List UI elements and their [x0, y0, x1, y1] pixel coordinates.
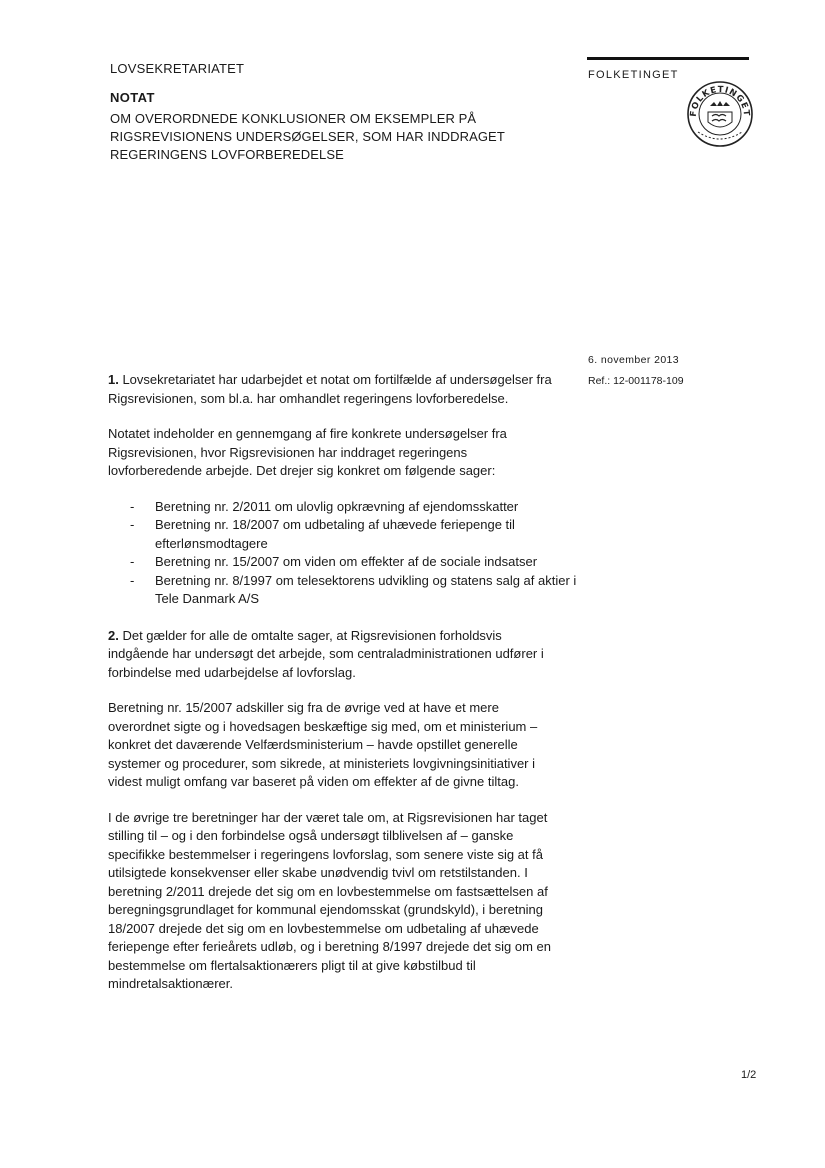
subject-line: OM OVERORDNEDE KONKLUSIONER OM EKSEMPLER PÅ: [110, 111, 477, 126]
folketinget-seal-icon: [686, 80, 754, 148]
list-bullet: -: [130, 572, 135, 588]
paragraph-text-line: I de øvrige tre beretninger har der været tale om, at Rigsrevisionen har taget: [108, 809, 548, 825]
paragraph-text-line: feriepenge efter ferieårets udløb, og i beretning 8/1997 drejede det sig om en: [108, 939, 552, 954]
list-item-text: Beretning nr. 18/2007 om udbetaling af uhævede feriepenge til: [155, 517, 515, 532]
paragraph-text-line: mindretalsaktionærer.: [108, 976, 233, 991]
list-item: [108, 498, 578, 517]
memo-body: [108, 371, 578, 1011]
department-name: LOVSEKRETARIATET: [110, 61, 245, 76]
list-item-text: efterlønsmodtagere: [155, 535, 268, 551]
paragraph-text-line: Det gælder for alle de omtalte sager, at Rigsrevisionen forholdsvis: [118, 627, 502, 643]
paragraph-2: [108, 425, 578, 481]
subject-line: RIGSREVISIONENS UNDERSØGELSER, SOM HAR INDDRAGET: [110, 129, 505, 144]
header-rule: [587, 57, 749, 60]
subject-line: REGERINGENS LOVFORBEREDELSE: [110, 147, 344, 162]
paragraph-text-line: konkret det daværende Velfærdsministerium – havde opstillet generelle: [108, 737, 518, 752]
paragraph-text-line: lovforberedende arbejde. Det drejer sig konkret om følgende sager:: [108, 463, 496, 478]
paragraph-text-line: Rigsrevisionen, som bl.a. har omhandlet regeringens lovforberedelse.: [108, 390, 509, 406]
list-item-text: Beretning nr. 8/1997 om telesektorens udvikling og statens salg af aktier i: [155, 572, 577, 588]
paragraph-1: [108, 371, 578, 408]
list-item: [108, 572, 578, 609]
list-item-text: Tele Danmark A/S: [155, 591, 260, 606]
case-list: [108, 498, 578, 609]
paragraph-text-line: Notatet indeholder en gennemgang af fire konkrete undersøgelser fra: [108, 426, 507, 441]
paragraph-text-line: Beretning nr. 15/2007 adskiller sig fra de øvrige ved at have et mere: [108, 700, 499, 715]
paragraph-text-line: videst muligt omfang var baseret på viden om effekter af de givne tiltag.: [108, 774, 519, 789]
svg-text:FOLKETINGET: FOLKETINGET: [688, 84, 752, 118]
paragraph-text-line: 18/2007 drejede det sig om en lovbestemmelse om udbetaling af uhævede: [108, 920, 539, 936]
document-subject: [110, 110, 550, 164]
paragraph-text-line: forbindelse med udarbejdelse af lovforslag.: [108, 664, 356, 680]
list-item-text: Beretning nr. 15/2007 om viden om effekter af de sociale indsatser: [155, 554, 538, 569]
paragraph-text-line: systemer og procedurer, som sikrede, at ministeriets lovgivningsinitiativer i: [108, 755, 536, 771]
paragraph-text-line: indgående har undersøgt det arbejde, som centraladministrationen udfører i: [108, 646, 544, 661]
paragraph-text-line: Rigsrevisionen, hvor Rigsrevisionen har inddraget regeringens: [108, 444, 468, 460]
paragraph-text-line: beregningsgrundlaget for kommunal ejendomsskat (grundskyld), i beretning: [108, 902, 544, 917]
document-date: 6. november 2013: [588, 354, 680, 366]
document-type: NOTAT: [110, 90, 155, 105]
list-bullet: -: [130, 517, 135, 532]
paragraph-text-line: bestemmelse om flertalsaktionærers pligt til at give købstilbud til: [108, 957, 476, 973]
paragraph-text-line: beretning 2/2011 drejede det sig om en lovbestemmelse om fastsættelsen af: [108, 883, 548, 899]
list-bullet: -: [130, 498, 135, 514]
organization-name: FOLKETINGET: [588, 69, 679, 81]
paragraph-text-line: Lovsekretariatet har udarbejdet et notat om fortilfælde af undersøgelser fra: [118, 372, 552, 387]
list-bullet: -: [130, 554, 135, 569]
list-item: [108, 553, 578, 572]
page-number: 1/2: [741, 1069, 757, 1081]
paragraph-text-line: stilling til – og i den forbindelse også undersøgt tilblivelsen af – ganske: [108, 828, 514, 843]
paragraph-5: [108, 809, 578, 994]
paragraph-4: [108, 699, 578, 792]
paragraph-text-line: utilsigtede konsekvenser eller skabe unødvendig tvivl om retstilstanden. I: [108, 865, 528, 880]
list-item-text: Beretning nr. 2/2011 om ulovlig opkrævning af ejendomsskatter: [155, 498, 519, 514]
paragraph-text-line: overordnet sigte og i hovedsagen beskæftige sig med, om et ministerium –: [108, 718, 538, 734]
paragraph-number: 1.: [108, 372, 119, 387]
list-item: [108, 516, 578, 553]
reference-number: Ref.: 12-001178-109: [588, 375, 684, 387]
paragraph-number: 2.: [108, 627, 119, 643]
paragraph-3: [108, 627, 578, 683]
paragraph-text-line: specifikke bestemmelser i regeringens lovforslag, som senere viste sig at få: [108, 846, 543, 862]
